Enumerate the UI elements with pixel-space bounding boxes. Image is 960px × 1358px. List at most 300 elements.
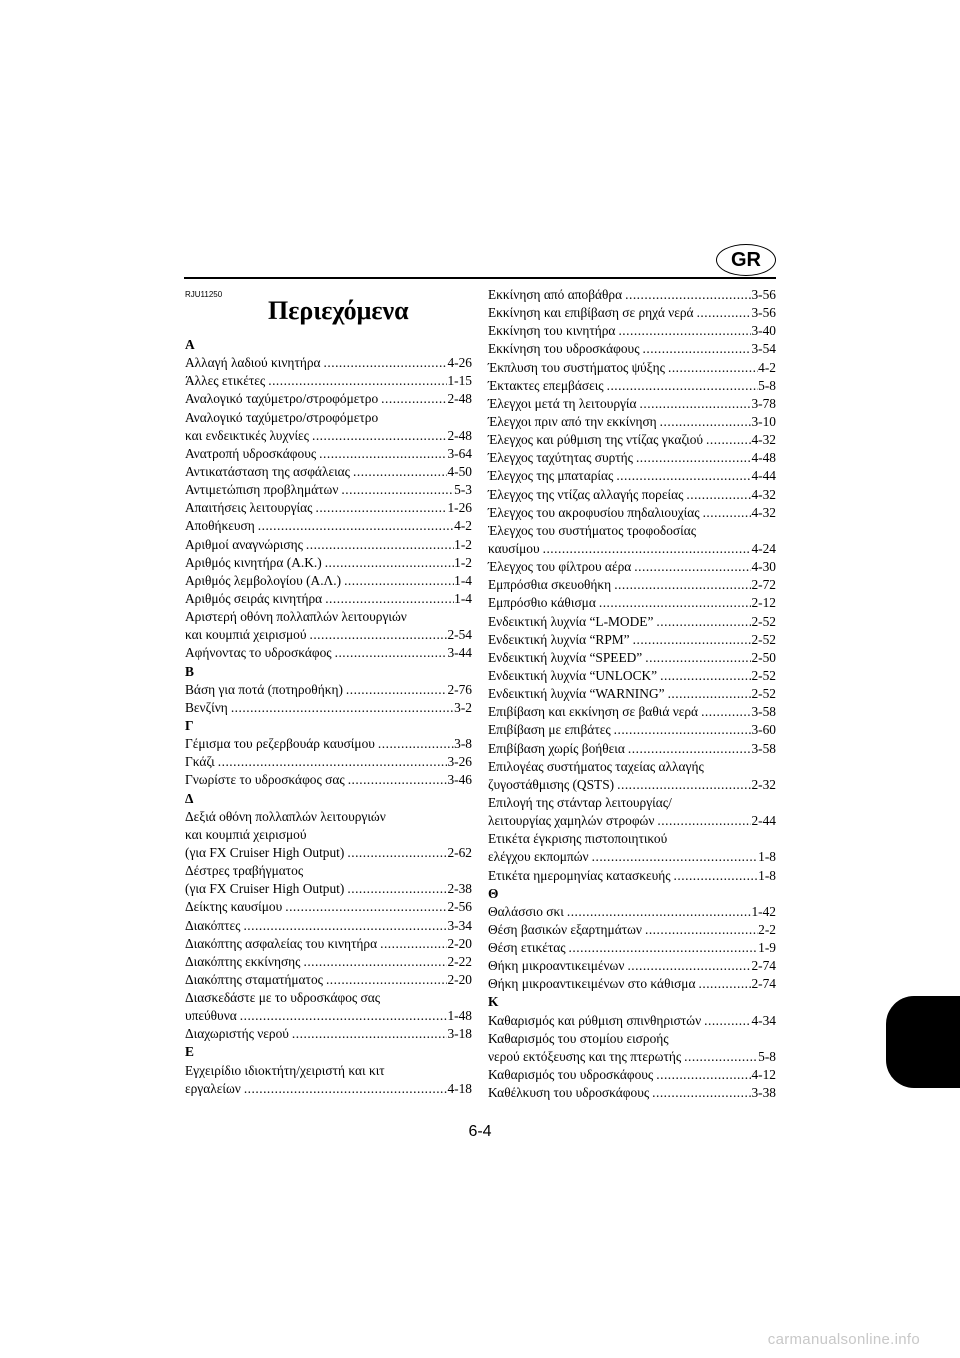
- index-entry-title: Έλεγχοι πριν από την εκκίνηση: [488, 413, 657, 429]
- index-entry-page: 4-2: [758, 359, 776, 375]
- index-entry-title: Έλεγχος και ρύθμιση της ντίζας γκαζιού: [488, 432, 704, 448]
- index-entry-page: 2-54: [447, 627, 472, 643]
- index-entry-page: 2-12: [751, 595, 776, 611]
- index-entry[interactable]: [488, 486, 776, 504]
- dot-leader: [378, 390, 447, 408]
- index-entry[interactable]: [488, 1066, 776, 1084]
- index-entry-line: και κουμπιά χειρισμού: [185, 826, 307, 842]
- index-entry[interactable]: [185, 753, 472, 771]
- dot-leader: [698, 703, 751, 721]
- index-entry-line: Αναλογικό ταχύμετρο/στροφόμετρο: [185, 409, 379, 425]
- index-entry-title: (για FX Cruiser High Output): [185, 844, 345, 860]
- index-entry-title: (για FX Cruiser High Output): [185, 881, 345, 897]
- index-letter-heading: Κ: [488, 994, 499, 1010]
- index-entry[interactable]: [185, 1080, 472, 1098]
- header-rule: [184, 277, 776, 279]
- index-entry-page: 4-12: [751, 1067, 776, 1083]
- dot-leader: [564, 903, 752, 921]
- dot-leader: [604, 377, 759, 395]
- index-entry[interactable]: [488, 1048, 776, 1066]
- index-entry-page: 2-22: [447, 953, 472, 969]
- index-entry[interactable]: [185, 572, 472, 590]
- index-entry[interactable]: [488, 613, 776, 631]
- index-entry[interactable]: [488, 413, 776, 431]
- language-badge: GR: [716, 244, 776, 276]
- index-entry-title: Άλλες ετικέτες: [185, 373, 266, 389]
- index-entry-title: λειτουργίας χαμηλών στροφών: [488, 813, 655, 829]
- index-entry[interactable]: [488, 975, 776, 993]
- dot-leader: [614, 776, 751, 794]
- index-entry[interactable]: [185, 953, 472, 971]
- index-entry-title: Αριθμός κινητήρα (Α.Κ.): [185, 554, 322, 570]
- dot-leader: [622, 286, 751, 304]
- index-entry-title: Έλεγχος της μπαταρίας: [488, 468, 614, 484]
- index-entry[interactable]: [185, 517, 472, 535]
- index-entry-line: Διασκεδάστε με το υδροσκάφος σας: [185, 990, 381, 1006]
- dot-leader: [323, 971, 448, 989]
- index-entry-page: 4-32: [751, 432, 776, 448]
- index-entry-title: Ανατροπή υδροσκάφους: [185, 445, 317, 461]
- index-entry[interactable]: [488, 395, 776, 413]
- index-entry-page: 4-32: [751, 486, 776, 502]
- dot-leader: [642, 921, 758, 939]
- index-entry-title: καυσίμου: [488, 540, 540, 556]
- index-entry-title: υπεύθυνα: [185, 1008, 237, 1024]
- dot-leader: [321, 354, 448, 372]
- dot-leader: [255, 517, 454, 535]
- index-entry-title: Έκπλυση του συστήματος ψύξης: [488, 359, 665, 375]
- index-entry[interactable]: [185, 1007, 472, 1025]
- index-entry-title: εργαλείων: [185, 1080, 241, 1096]
- index-entry[interactable]: [185, 971, 472, 989]
- index-entry-title: Απαιτήσεις λειτουργίας: [185, 500, 313, 516]
- dot-leader: [694, 304, 752, 322]
- index-entry-title: Αριθμός σειράς κινητήρα: [185, 590, 323, 606]
- index-entry[interactable]: [185, 735, 472, 753]
- index-entry-page: 4-18: [447, 1080, 472, 1096]
- index-entry-title: Έλεγχος της ντίζας αλλαγής πορείας: [488, 486, 684, 502]
- index-entry-title: Θήκη μικροαντικειμένων: [488, 958, 625, 974]
- index-entry[interactable]: [185, 590, 472, 608]
- index-entry-page: 4-32: [751, 504, 776, 520]
- index-entry-title: Ενδεικτική λυχνία “L-MODE”: [488, 613, 654, 629]
- index-entry-page: 1-48: [447, 1008, 472, 1024]
- index-entry-title: Θαλάσσιο σκι: [488, 903, 564, 919]
- index-entry-page: 4-26: [447, 355, 472, 371]
- index-entry-page: 1-4: [454, 590, 472, 606]
- index-entry-title: Επιβίβαση με επιβάτες: [488, 722, 611, 738]
- index-entry-title: Έλεγχος του ακροφυσίου πηδαλιουχίας: [488, 504, 700, 520]
- index-entry[interactable]: [488, 449, 776, 467]
- index-entry-page: 3-44: [447, 645, 472, 661]
- index-entry-title: Ενδεικτική λυχνία “WARNING”: [488, 686, 665, 702]
- index-entry-page: 2-50: [751, 649, 776, 665]
- index-entry[interactable]: [185, 898, 472, 916]
- index-entry[interactable]: [185, 499, 472, 517]
- index-entry-page: 3-58: [751, 704, 776, 720]
- index-entry-title: Θήκη μικροαντικειμένων στο κάθισμα: [488, 976, 696, 992]
- index-entry-page: 1-42: [751, 903, 776, 919]
- index-entry-page: 3-18: [447, 1026, 472, 1042]
- index-entry-page: 3-54: [751, 341, 776, 357]
- index-entry-page: 1-4: [454, 572, 472, 588]
- index-entry[interactable]: [488, 594, 776, 612]
- index-entry-title: Δείκτης καυσίμου: [185, 899, 283, 915]
- index-entry-title: Γνωρίστε το υδροσκάφος σας: [185, 772, 345, 788]
- index-entry[interactable]: [488, 304, 776, 322]
- index-entry-title: Έλεγχος ταχύτητας συρτής: [488, 450, 633, 466]
- index-entry-page: 5-3: [454, 482, 472, 498]
- dot-leader: [375, 735, 454, 753]
- index-entry-line: Ετικέτα έγκρισης πιστοποιητικού: [488, 831, 668, 847]
- index-entry-page: 2-74: [751, 958, 776, 974]
- watermark: carmanualsonline.info: [767, 1331, 920, 1348]
- index-entry-title: Αριθμός λεμβολογίου (Α.Λ.): [185, 572, 342, 588]
- index-entry-line: Δεξιά οθόνη πολλαπλών λειτουργιών: [185, 808, 386, 824]
- index-column-right: [488, 286, 776, 1102]
- index-entry[interactable]: [488, 286, 776, 304]
- dot-leader: [665, 359, 758, 377]
- index-entry-page: 3-56: [751, 305, 776, 321]
- index-entry-title: Θέση ετικέτας: [488, 940, 566, 956]
- index-entry[interactable]: [488, 776, 776, 794]
- index-entry-page: 2-62: [447, 844, 472, 860]
- index-entry[interactable]: [488, 631, 776, 649]
- index-entry-page: 3-10: [751, 413, 776, 429]
- index-entry-title: Διακόπτης εκκίνησης: [185, 953, 301, 969]
- index-letter-heading: Ε: [185, 1044, 194, 1060]
- dot-leader: [700, 504, 752, 522]
- dot-leader: [657, 413, 752, 431]
- dot-leader: [654, 812, 751, 830]
- index-entry[interactable]: [488, 558, 776, 576]
- dot-leader: [240, 917, 447, 935]
- index-entry[interactable]: [488, 812, 776, 830]
- index-entry-title: Γκάζι: [185, 754, 215, 770]
- dot-leader: [265, 372, 447, 390]
- index-letter-heading: Δ: [185, 790, 194, 806]
- index-entry[interactable]: [488, 903, 776, 921]
- dot-leader: [589, 848, 759, 866]
- dot-leader: [344, 844, 447, 862]
- index-entry-page: 3-58: [751, 740, 776, 756]
- index-entry-page: 2-52: [751, 613, 776, 629]
- index-entry-title: Αντικατάσταση της ασφάλειας: [185, 463, 350, 479]
- section-tab: [886, 996, 960, 1088]
- index-entry-title: Έκτακτες επεμβάσεις: [488, 377, 604, 393]
- dot-leader: [596, 594, 752, 612]
- index-entry[interactable]: [488, 322, 776, 340]
- dot-leader: [625, 740, 752, 758]
- dot-leader: [671, 867, 759, 885]
- index-entry-title: νερού εκτόξευσης και της πτερωτής: [488, 1048, 682, 1064]
- index-entry-page: 3-64: [447, 445, 472, 461]
- index-entry[interactable]: [185, 463, 472, 481]
- index-entry[interactable]: [185, 699, 472, 717]
- page-number: 6-4: [468, 1123, 492, 1140]
- index-entry[interactable]: [185, 481, 472, 499]
- index-entry-title: Βάση για ποτά (ποτηροθήκη): [185, 681, 343, 697]
- index-entry[interactable]: [488, 921, 776, 939]
- index-entry[interactable]: [185, 445, 472, 463]
- index-entry[interactable]: [185, 917, 472, 935]
- dot-leader: [615, 322, 751, 340]
- dot-leader: [215, 753, 448, 771]
- index-entry[interactable]: [185, 771, 472, 789]
- index-entry-title: Καθαρισμός και ρύθμιση σπινθηριστών: [488, 1012, 702, 1028]
- dot-leader: [309, 427, 447, 445]
- index-entry[interactable]: [488, 1084, 776, 1102]
- index-entry-line: Έλεγχος του συστήματος τροφοδοσίας: [488, 522, 697, 538]
- index-entry[interactable]: [488, 721, 776, 739]
- index-entry-title: Θέση βασικών εξαρτημάτων: [488, 921, 642, 937]
- dot-leader: [306, 626, 447, 644]
- index-letter-heading: Γ: [185, 717, 194, 733]
- dot-leader: [540, 540, 752, 558]
- dot-leader: [343, 681, 448, 699]
- index-entry-page: 2-48: [447, 391, 472, 407]
- index-entry[interactable]: [185, 681, 472, 699]
- index-letter-heading: Θ: [488, 885, 499, 901]
- index-entry[interactable]: [488, 1012, 776, 1030]
- index-entry-page: 1-9: [758, 940, 776, 956]
- dot-leader: [345, 771, 448, 789]
- index-entry-page: 1-2: [454, 536, 472, 552]
- index-entry[interactable]: [185, 626, 472, 644]
- page-title: Περιεχόμενα: [268, 296, 409, 325]
- index-entry[interactable]: [185, 536, 472, 554]
- index-entry-page: 4-24: [751, 540, 776, 556]
- index-entry-title: Ενδεικτική λυχνία “RPM”: [488, 631, 630, 647]
- dot-leader: [303, 536, 454, 554]
- index-entry-page: 4-44: [751, 468, 776, 484]
- index-entry-page: 2-2: [758, 921, 776, 937]
- index-entry-page: 4-2: [454, 518, 472, 534]
- dot-leader: [703, 431, 751, 449]
- index-entry-page: 4-30: [751, 559, 776, 575]
- index-entry[interactable]: [488, 939, 776, 957]
- index-entry-page: 3-78: [751, 395, 776, 411]
- dot-leader: [631, 558, 751, 576]
- index-entry-page: 3-26: [447, 754, 472, 770]
- index-entry-title: Διαχωριστής νερού: [185, 1026, 289, 1042]
- index-entry-page: 1-8: [758, 849, 776, 865]
- index-entry[interactable]: [185, 372, 472, 390]
- index-entry-page: 1-26: [447, 500, 472, 516]
- index-entry-page: 2-44: [751, 813, 776, 829]
- index-entry-title: Επιβίβαση και εκκίνηση σε βαθιά νερά: [488, 704, 699, 720]
- index-entry-line: Αριστερή οθόνη πολλαπλών λειτουργιών: [185, 609, 407, 625]
- index-entry[interactable]: [185, 554, 472, 572]
- dot-leader: [228, 699, 454, 717]
- index-entry-title: Αναλογικό ταχύμετρο/στροφόμετρο: [185, 391, 379, 407]
- index-entry-title: Έλεγχοι μετά τη λειτουργία: [488, 395, 637, 411]
- dot-leader: [282, 898, 447, 916]
- index-entry-title: Βενζίνη: [185, 699, 228, 715]
- index-entry[interactable]: [488, 359, 776, 377]
- index-entry-page: 3-34: [447, 917, 472, 933]
- index-entry-title: Εκκίνηση και επιβίβαση σε ρηχά νερά: [488, 305, 694, 321]
- index-entry[interactable]: [185, 427, 472, 445]
- index-entry-page: 2-76: [447, 681, 472, 697]
- index-entry-title: Αποθήκευση: [185, 518, 255, 534]
- index-entry-page: 2-56: [447, 899, 472, 915]
- dot-leader: [344, 880, 447, 898]
- index-entry-page: 4-48: [751, 450, 776, 466]
- index-entry-page: 3-60: [751, 722, 776, 738]
- dot-leader: [377, 935, 447, 953]
- index-entry-page: 2-32: [751, 776, 776, 792]
- index-entry-page: 2-48: [447, 427, 472, 443]
- index-entry[interactable]: [488, 540, 776, 558]
- index-entry[interactable]: [488, 377, 776, 395]
- index-entry[interactable]: [488, 431, 776, 449]
- index-entry[interactable]: [488, 467, 776, 485]
- dot-leader: [665, 685, 752, 703]
- index-letter-heading: Β: [185, 663, 194, 679]
- dot-leader: [241, 1080, 448, 1098]
- index-entry-page: 2-20: [447, 935, 472, 951]
- index-entry-line: Επιλογή της στάνταρ λειτουργίας/: [488, 794, 672, 810]
- dot-leader: [611, 576, 751, 594]
- index-entry[interactable]: [185, 390, 472, 408]
- index-entry[interactable]: [488, 740, 776, 758]
- index-entry-title: Αλλαγή λαδιού κινητήρα: [185, 355, 321, 371]
- index-entry-title: Αφήνοντας το υδροσκάφος: [185, 645, 332, 661]
- dot-leader: [332, 644, 448, 662]
- index-entry-title: Καθαρισμός του υδροσκάφους: [488, 1067, 654, 1083]
- index-entry[interactable]: [488, 848, 776, 866]
- dot-leader: [649, 1084, 751, 1102]
- index-entry-title: Εμπρόσθια σκευοθήκη: [488, 577, 612, 593]
- dot-leader: [624, 957, 751, 975]
- index-entry-page: 2-52: [751, 686, 776, 702]
- index-entry-title: και ενδεικτικές λυχνίες: [185, 427, 309, 443]
- index-entry-title: Διακόπτες: [185, 917, 241, 933]
- index-entry-line: Επιλογέας συστήματος ταχείας αλλαγής: [488, 758, 704, 774]
- dot-leader: [683, 486, 751, 504]
- index-entry-line: Εγχειρίδιο ιδιοκτήτη/χειριστή και κιτ: [185, 1062, 385, 1078]
- dot-leader: [640, 340, 752, 358]
- dot-leader: [637, 395, 752, 413]
- index-entry-page: 1-2: [454, 554, 472, 570]
- index-entry-title: Εκκίνηση του κινητήρα: [488, 323, 616, 339]
- index-entry-title: Αριθμοί αναγνώρισης: [185, 536, 303, 552]
- index-entry-title: Έλεγχος του φίλτρου αέρα: [488, 559, 632, 575]
- index-entry-page: 3-56: [751, 287, 776, 302]
- index-entry[interactable]: [488, 576, 776, 594]
- index-entry-title: Ενδεικτική λυχνία “SPEED”: [488, 649, 643, 665]
- index-entry-title: Διακόπτης ασφαλείας του κινητήρα: [185, 935, 378, 951]
- dot-leader: [322, 590, 454, 608]
- dot-leader: [613, 467, 751, 485]
- index-entry-title: και κουμπιά χειρισμού: [185, 627, 307, 643]
- index-entry[interactable]: [488, 685, 776, 703]
- dot-leader: [341, 572, 454, 590]
- index-entry-title: ελέγχου εκπομπών: [488, 849, 589, 865]
- dot-leader: [633, 449, 752, 467]
- dot-leader: [322, 554, 454, 572]
- index-entry-title: Ετικέτα ημερομηνίας κατασκευής: [488, 867, 671, 883]
- index-entry-page: 2-52: [751, 667, 776, 683]
- dot-leader: [316, 445, 447, 463]
- index-entry-title: Ενδεικτική λυχνία “UNLOCK”: [488, 667, 658, 683]
- dot-leader: [653, 1066, 751, 1084]
- index-entry-page: 1-8: [758, 867, 776, 883]
- index-entry[interactable]: [488, 649, 776, 667]
- index-entry-page: 3-38: [751, 1085, 776, 1101]
- dot-leader: [701, 1012, 751, 1030]
- dot-leader: [289, 1025, 448, 1043]
- dot-leader: [642, 649, 751, 667]
- index-column-left: [185, 336, 472, 1098]
- dot-leader: [696, 975, 752, 993]
- index-entry-title: Επιβίβαση χωρίς βοήθεια: [488, 740, 625, 756]
- dot-leader: [338, 481, 454, 499]
- dot-leader: [681, 1048, 758, 1066]
- index-entry[interactable]: [185, 880, 472, 898]
- index-entry[interactable]: [185, 935, 472, 953]
- index-entry-page: 3-2: [454, 699, 472, 715]
- index-entry-page: 2-52: [751, 631, 776, 647]
- index-entry[interactable]: [488, 957, 776, 975]
- index-entry-page: 1-15: [447, 373, 472, 389]
- index-entry-title: ζυγοστάθμισης (QSTS): [488, 776, 615, 792]
- dot-leader: [350, 463, 447, 481]
- index-entry[interactable]: [185, 644, 472, 662]
- index-entry[interactable]: [488, 667, 776, 685]
- index-entry-title: Διακόπτης σταματήματος: [185, 971, 323, 987]
- dot-leader: [237, 1007, 448, 1025]
- index-entry-page: 3-46: [447, 772, 472, 788]
- document-code: RJU11250: [185, 290, 223, 299]
- dot-leader: [657, 667, 751, 685]
- dot-leader: [653, 613, 751, 631]
- dot-leader: [630, 631, 752, 649]
- index-entry-page: 3-8: [454, 736, 472, 752]
- index-entry-title: Εκκίνηση από αποβάθρα: [488, 287, 623, 302]
- index-entry-line: Δέστρες τραβήγματος: [185, 863, 304, 879]
- dot-leader: [566, 939, 759, 957]
- index-entry-page: 5-8: [758, 377, 776, 393]
- dot-leader: [611, 721, 752, 739]
- index-entry[interactable]: [185, 354, 472, 372]
- dot-leader: [300, 953, 447, 971]
- index-entry[interactable]: [488, 340, 776, 358]
- index-entry[interactable]: [185, 1025, 472, 1043]
- index-entry-title: Καθέλκυση του υδροσκάφους: [488, 1085, 650, 1101]
- index-entry-page: 2-38: [447, 881, 472, 897]
- index-entry-line: Καθαρισμός του στομίου εισροής: [488, 1030, 669, 1046]
- index-entry-page: 4-50: [447, 463, 472, 479]
- index-entry[interactable]: [488, 703, 776, 721]
- index-entry-page: 2-72: [751, 577, 776, 593]
- index-entry-title: Αντιμετώπιση προβλημάτων: [185, 482, 339, 498]
- index-entry-page: 2-20: [447, 971, 472, 987]
- index-entry[interactable]: [185, 844, 472, 862]
- index-letter-heading: Α: [185, 337, 195, 352]
- index-entry[interactable]: [488, 504, 776, 522]
- dot-leader: [312, 499, 447, 517]
- index-entry-title: Εμπρόσθιο κάθισμα: [488, 595, 596, 611]
- index-entry[interactable]: [488, 867, 776, 885]
- index-entry-page: 4-34: [751, 1012, 776, 1028]
- index-entry-page: 5-8: [758, 1048, 776, 1064]
- index-entry-title: Εκκίνηση του υδροσκάφους: [488, 341, 640, 357]
- index-entry-page: 3-40: [751, 323, 776, 339]
- index-entry-title: Γέμισμα του ρεζερβουάρ καυσίμου: [185, 736, 375, 752]
- index-entry-page: 2-74: [751, 976, 776, 992]
